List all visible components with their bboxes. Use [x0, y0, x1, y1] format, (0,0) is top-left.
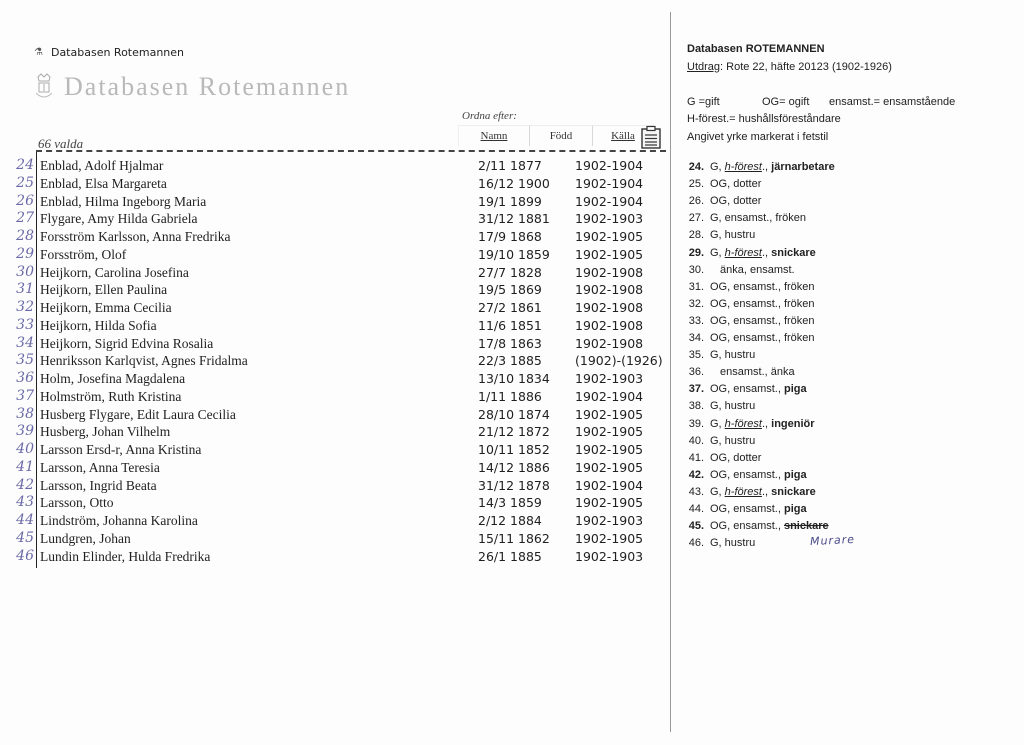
- selection-count: 66 valda: [38, 136, 84, 151]
- extract-entry: [682, 212, 806, 229]
- entry-number: 41.: [688, 451, 704, 464]
- entry-text: .,: [761, 161, 772, 173]
- handwritten-number: 37: [16, 387, 34, 404]
- birth-date: 1/11 1886: [478, 388, 542, 404]
- entry-text: .,: [761, 246, 772, 259]
- extract-entry: [682, 229, 755, 246]
- person-row[interactable]: [0, 336, 660, 354]
- entry-number: 45.: [688, 520, 704, 533]
- birth-date: 2/12 1884: [478, 513, 542, 528]
- entry-text: OG, ensamst., fröken: [710, 280, 815, 293]
- person-row[interactable]: [0, 460, 660, 478]
- crest-small-icon: ⚗: [34, 47, 43, 58]
- occupation: snickare: [771, 485, 816, 498]
- source-years: 1902-1904: [575, 477, 644, 493]
- handwritten-number: 27: [16, 210, 34, 227]
- entry-number: 24.: [688, 161, 704, 173]
- person-name: Heijkorn, Carolina Josefina: [40, 264, 189, 280]
- person-name: Enblad, Hilma Ingeborg Maria: [40, 193, 207, 209]
- handwritten-number: 31: [16, 281, 34, 298]
- extract-entry: [682, 400, 755, 417]
- legend-hforest: H-förest.= hushållsföreståndare: [687, 113, 841, 125]
- entry-number: 44.: [688, 503, 704, 515]
- extract-text: : Rote 22, häfte 20123 (1902-1926): [720, 61, 892, 73]
- app-title-text: Databasen Rotemannen: [50, 46, 185, 59]
- entry-text: OG, ensamst.,: [710, 503, 784, 515]
- sort-by-born-button[interactable]: Född: [530, 125, 593, 146]
- birth-date: 16/12 1900: [478, 175, 550, 191]
- extract-entry: [682, 178, 761, 195]
- extract-entry: [682, 264, 795, 281]
- occupation: ingeniör: [771, 417, 815, 430]
- source-years: 1902-1903: [575, 548, 644, 564]
- entry-number: 28.: [688, 229, 704, 242]
- clipboard-icon[interactable]: [640, 125, 662, 149]
- occupation: snickare: [771, 246, 816, 259]
- entry-number: 26.: [688, 195, 704, 208]
- legend-ogift: OG= ogift: [762, 96, 810, 108]
- birth-date: 27/2 1861: [478, 300, 542, 315]
- entry-text: OG, ensamst.,: [710, 383, 784, 396]
- person-name: Forsström, Olof: [40, 246, 127, 262]
- extract-entry: [682, 469, 807, 486]
- source-years: 1902-1905: [575, 459, 644, 475]
- entry-text: G, ensamst., fröken: [710, 212, 806, 225]
- entry-text: änka, ensamst.: [720, 263, 795, 276]
- entry-number: 33.: [688, 314, 704, 327]
- household-head-marker: h-förest: [724, 417, 762, 430]
- source-years: 1902-1905: [575, 424, 644, 440]
- entry-text: G, hustru: [710, 349, 756, 362]
- handwritten-number: 25: [16, 174, 34, 191]
- birth-date: 19/10 1859: [478, 246, 550, 262]
- person-name: Larsson Ersd-r, Anna Kristina: [40, 442, 202, 457]
- person-row[interactable]: [0, 176, 660, 194]
- extract-entry: [682, 383, 807, 400]
- person-name: Heijkorn, Emma Cecilia: [40, 300, 172, 315]
- person-row[interactable]: [0, 407, 660, 425]
- handwritten-number: 42: [16, 476, 34, 493]
- person-name: Enblad, Adolf Hjalmar: [40, 158, 164, 173]
- person-row[interactable]: [0, 211, 660, 229]
- entry-text: G,: [710, 161, 725, 173]
- source-years: 1902-1905: [575, 246, 644, 262]
- birth-date: 31/12 1878: [478, 477, 550, 493]
- entry-number: 34.: [688, 332, 704, 344]
- person-name: Husberg Flygare, Edit Laura Cecilia: [40, 406, 236, 422]
- person-row[interactable]: [0, 229, 660, 247]
- person-row[interactable]: [0, 442, 660, 460]
- handwritten-number: 45: [16, 529, 34, 546]
- entry-text: OG, ensamst., fröken: [710, 297, 815, 310]
- birth-date: 11/6 1851: [478, 317, 542, 333]
- handwritten-number: 44: [16, 512, 34, 528]
- extract-entry: [682, 315, 815, 332]
- birth-date: 31/12 1881: [478, 211, 550, 227]
- extract-entry: [682, 486, 816, 503]
- person-name: Flygare, Amy Hilda Gabriela: [40, 211, 198, 227]
- occupation: järnarbetare: [771, 161, 835, 173]
- entry-number: 40.: [688, 434, 704, 447]
- handwritten-number: 38: [16, 405, 34, 422]
- source-years: 1902-1905: [575, 406, 644, 422]
- entry-text: G, hustru: [710, 400, 756, 413]
- extract-entry: [682, 281, 815, 298]
- person-row[interactable]: [0, 247, 660, 265]
- birth-date: 14/12 1886: [478, 459, 550, 475]
- entry-text: OG, ensamst.,: [710, 468, 784, 481]
- handwritten-number: 35: [16, 352, 34, 369]
- occupation: piga: [783, 468, 807, 481]
- sort-by-source-button[interactable]: Källa: [593, 125, 654, 146]
- page-heading-text: Databasen Rotemannen: [64, 72, 351, 101]
- person-name: Forsström Karlsson, Anna Fredrika: [40, 229, 231, 244]
- person-name: Larsson, Ingrid Beata: [40, 477, 157, 493]
- source-years: 1902-1908: [575, 335, 644, 351]
- legend-gift: G =gift: [687, 96, 720, 108]
- handwritten-number: 34: [16, 334, 34, 351]
- entry-number: 29.: [688, 246, 704, 259]
- birth-date: 22/3 1885: [478, 353, 542, 369]
- extract-entry: [682, 452, 761, 469]
- extract-entry: [682, 418, 815, 435]
- person-row[interactable]: [0, 300, 660, 318]
- struck-occupation: snickare: [783, 520, 829, 533]
- extract-source: [687, 61, 892, 73]
- handwritten-number: 32: [16, 299, 34, 315]
- handwritten-number: 43: [16, 494, 34, 511]
- source-years: 1902-1904: [575, 193, 644, 209]
- handwritten-number: 33: [16, 316, 34, 333]
- source-years: 1902-1905: [575, 530, 644, 546]
- household-head-marker: h-förest: [724, 246, 762, 259]
- source-years: 1902-1903: [575, 211, 644, 227]
- birth-date: 17/9 1868: [478, 229, 542, 244]
- legend-note: Angivet yrke markerat i fetstil: [687, 131, 829, 143]
- person-name: Holmström, Ruth Kristina: [40, 388, 182, 404]
- extract-entry: [682, 247, 816, 264]
- person-row[interactable]: [0, 194, 660, 212]
- handwritten-number: 40: [16, 441, 34, 457]
- entry-text: G, hustru: [710, 434, 756, 447]
- handwritten-number: 41: [16, 458, 34, 475]
- entry-text: .,: [761, 485, 772, 498]
- person-name: Lundin Elinder, Hulda Fredrika: [40, 548, 211, 564]
- sort-button-group: [458, 125, 654, 146]
- extract-entry: [682, 349, 755, 366]
- handwritten-number: 30: [16, 263, 34, 280]
- person-row[interactable]: [0, 531, 660, 549]
- person-row[interactable]: [0, 549, 660, 567]
- source-years: 1902-1908: [575, 317, 644, 333]
- entry-number: 35.: [688, 349, 704, 362]
- handwritten-number: 29: [16, 245, 34, 262]
- source-years: 1902-1908: [575, 282, 644, 298]
- entry-number: 37.: [688, 383, 704, 396]
- entry-number: 32.: [688, 297, 704, 310]
- entry-number: 46.: [688, 537, 704, 550]
- birth-date: 19/5 1869: [478, 282, 542, 298]
- source-years: 1902-1908: [575, 300, 644, 315]
- person-row[interactable]: [0, 158, 660, 176]
- entry-number: 27.: [688, 212, 704, 225]
- handwritten-number: 24: [16, 157, 34, 173]
- entry-text: G, hustru: [710, 537, 756, 550]
- person-name: Lundgren, Johan: [40, 530, 131, 546]
- handwritten-number: 26: [16, 192, 34, 209]
- person-name: Holm, Josefina Magdalena: [40, 371, 186, 386]
- extract-entry: [682, 520, 829, 537]
- birth-date: 13/10 1834: [478, 371, 550, 386]
- extract-entry: [682, 537, 755, 554]
- entry-text: OG, dotter: [710, 195, 762, 208]
- person-name: Heijkorn, Ellen Paulina: [40, 282, 168, 298]
- page-heading: [34, 72, 350, 102]
- page-divider: [670, 12, 671, 732]
- source-years: 1902-1905: [575, 229, 644, 244]
- legend-ensamst: ensamst.= ensamstående: [829, 96, 956, 108]
- household-head-marker: h-förest: [724, 161, 762, 173]
- source-years: 1902-1904: [575, 175, 644, 191]
- household-head-marker: h-förest: [724, 485, 762, 498]
- person-row[interactable]: [0, 513, 660, 531]
- person-name: Heijkorn, Hilda Sofia: [40, 317, 157, 333]
- person-row[interactable]: [0, 318, 660, 336]
- occupation: piga: [783, 383, 807, 396]
- person-name: Husberg, Johan Vilhelm: [40, 424, 171, 440]
- entry-text: G, hustru: [710, 229, 756, 242]
- person-row[interactable]: [0, 371, 660, 389]
- source-years: 1902-1904: [575, 158, 644, 173]
- entry-text: G,: [710, 246, 725, 259]
- handwritten-number: 46: [16, 547, 34, 564]
- person-name: Enblad, Elsa Margareta: [40, 175, 167, 191]
- entry-text: OG, ensamst., fröken: [710, 332, 815, 344]
- birth-date: 27/7 1828: [478, 264, 542, 280]
- crest-icon: [34, 73, 54, 101]
- person-name: Larsson, Anna Teresia: [40, 459, 160, 475]
- app-title: [34, 46, 184, 59]
- handwritten-number: 36: [16, 370, 34, 386]
- extract-entry: [682, 332, 815, 349]
- extract-entry: [682, 435, 755, 452]
- source-years: 1902-1903: [575, 513, 644, 528]
- entry-text: G,: [710, 417, 725, 430]
- birth-date: 2/11 1877: [478, 158, 542, 173]
- entry-number: 30.: [688, 263, 704, 276]
- person-name: Heijkorn, Sigrid Edvina Rosalia: [40, 335, 214, 351]
- handwritten-number: 39: [16, 423, 34, 440]
- birth-date: 26/1 1885: [478, 548, 542, 564]
- source-years: 1902-1905: [575, 442, 644, 457]
- entry-number: 43.: [688, 485, 704, 498]
- entry-text: OG, ensamst.,: [710, 520, 784, 533]
- occupation: piga: [783, 503, 807, 515]
- entry-text: G,: [710, 485, 725, 498]
- extract-entry: [682, 161, 835, 178]
- birth-date: 15/11 1862: [478, 530, 550, 546]
- person-row[interactable]: [0, 352, 663, 371]
- list-header-divider: [36, 150, 666, 152]
- entry-text: OG, ensamst., fröken: [710, 314, 815, 327]
- birth-date: 21/12 1872: [478, 424, 550, 440]
- person-name: Henriksson Karlqvist, Agnes Fridalma: [40, 353, 248, 369]
- person-row[interactable]: [0, 282, 660, 300]
- entry-number: 39.: [688, 417, 704, 430]
- entry-number: 31.: [688, 280, 704, 293]
- source-years: (1902)-(1926): [575, 353, 663, 369]
- entry-text: OG, dotter: [710, 178, 762, 191]
- entry-number: 38.: [688, 400, 704, 413]
- source-years: 1902-1905: [575, 495, 644, 511]
- entry-number: 36.: [688, 366, 704, 379]
- entry-number: 25.: [688, 178, 704, 191]
- person-row[interactable]: [0, 495, 660, 513]
- source-years: 1902-1904: [575, 388, 644, 404]
- person-name: Lindström, Johanna Karolina: [40, 513, 198, 528]
- entry-number: 42.: [688, 468, 704, 481]
- extract-label: Utdrag: [687, 61, 721, 73]
- handwritten-number: 28: [16, 228, 34, 244]
- entry-text: OG, dotter: [710, 451, 762, 464]
- birth-date: 10/11 1852: [478, 442, 550, 457]
- person-row[interactable]: [0, 424, 660, 442]
- source-years: 1902-1908: [575, 264, 644, 280]
- extract-entry: [682, 298, 815, 315]
- extract-entry: [682, 195, 761, 212]
- entry-text: ensamst., änka: [720, 366, 795, 379]
- source-years: 1902-1903: [575, 371, 644, 386]
- sort-label: Ordna efter:: [462, 110, 517, 122]
- birth-date: 14/3 1859: [478, 495, 542, 511]
- handwritten-annotation: Murare: [809, 532, 856, 549]
- person-row[interactable]: [0, 389, 660, 407]
- sort-by-name-button[interactable]: Namn: [458, 125, 530, 146]
- extract-entry: [682, 366, 795, 383]
- person-row[interactable]: [0, 265, 660, 283]
- entry-text: .,: [761, 417, 772, 430]
- birth-date: 28/10 1874: [478, 406, 550, 422]
- person-row[interactable]: [0, 478, 660, 496]
- person-name: Larsson, Otto: [40, 495, 114, 511]
- birth-date: 19/1 1899: [478, 193, 542, 209]
- birth-date: 17/8 1863: [478, 335, 542, 351]
- extract-entry: [682, 503, 807, 520]
- extract-title: Databasen ROTEMANNEN: [687, 43, 825, 55]
